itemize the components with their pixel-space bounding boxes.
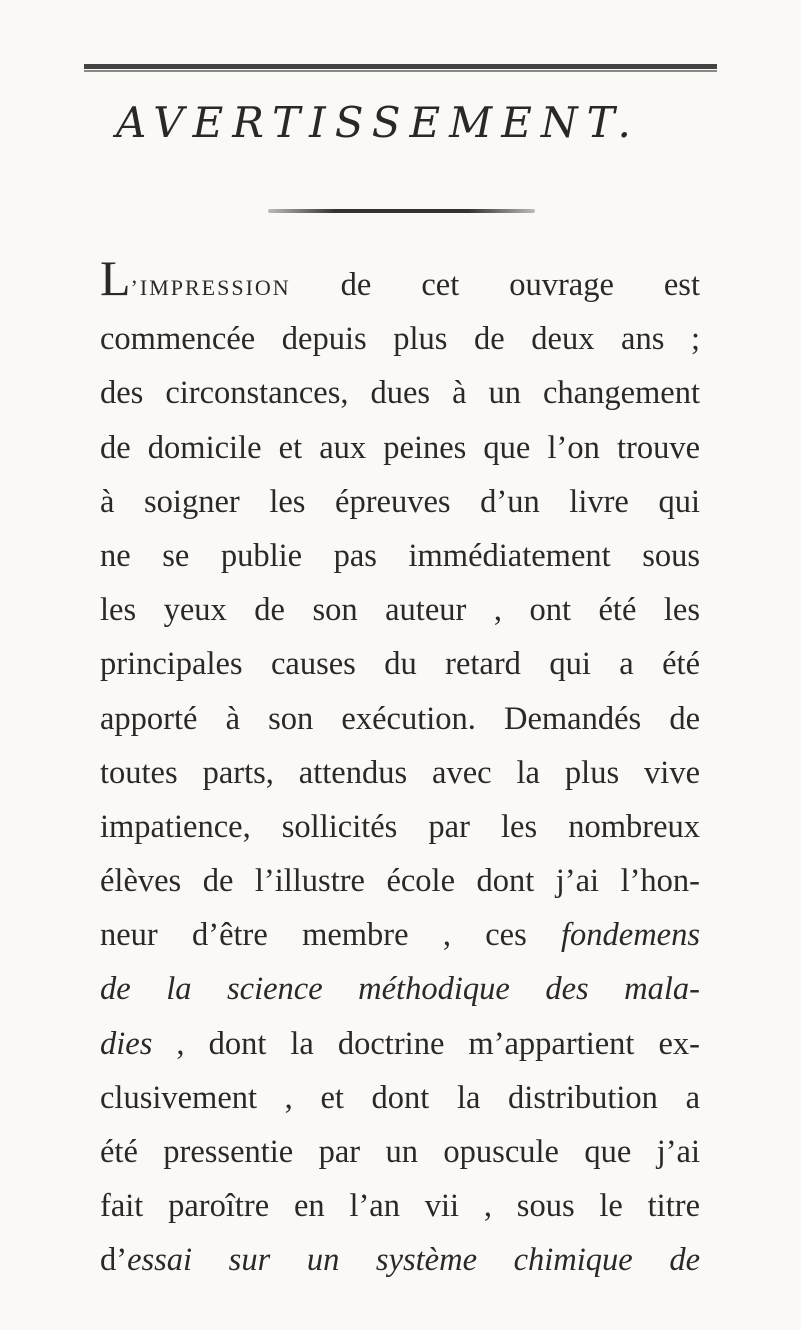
text-line xyxy=(100,800,700,854)
text-line xyxy=(100,908,700,962)
text-line xyxy=(100,746,700,800)
text-segment: de cet ouvrage est xyxy=(290,267,700,303)
text-line xyxy=(100,1179,700,1233)
body-paragraph xyxy=(100,250,700,1288)
text-segment: L xyxy=(100,250,131,306)
text-segment: principales causes du retard qui a été xyxy=(100,646,700,683)
text-line xyxy=(100,1071,700,1125)
text-line xyxy=(100,854,700,908)
text-segment: toutes parts, attendus avec la plus vive xyxy=(100,754,700,791)
text-line xyxy=(100,529,700,583)
text-segment: neur d’être membre , ces xyxy=(100,917,561,954)
text-segment: apporté à son exécution. Demandés de xyxy=(100,700,700,737)
text-line xyxy=(100,475,700,529)
title-divider-rule xyxy=(268,209,535,213)
text-segment: de domicile et aux peines que l’on trouve xyxy=(100,429,700,466)
text-segment: fait paroître en l’an vii , sous le titre xyxy=(100,1188,700,1225)
text-segment: d’ xyxy=(100,1242,128,1279)
text-segment: essai sur un système chimique de xyxy=(127,1242,700,1279)
text-segment: élèves de l’illustre école dont j’ai l’hon- xyxy=(100,863,700,900)
text-line xyxy=(100,1017,700,1071)
text-segment: à soigner les épreuves d’un livre qui xyxy=(100,483,700,520)
text-segment: impatience, sollicités par les nombreux xyxy=(100,808,700,845)
page-title: AVERTISSEMENT. xyxy=(116,98,640,147)
text-line xyxy=(100,250,700,312)
text-segment: dies xyxy=(100,1025,153,1062)
text-segment: de la science méthodique des mala- xyxy=(100,971,700,1008)
text-line xyxy=(100,312,700,366)
text-segment: clusivement , et dont la distribution a xyxy=(100,1079,700,1116)
text-segment: été pressentie par un opuscule que j’ai xyxy=(100,1134,700,1170)
text-line xyxy=(100,1233,700,1287)
text-segment: ’IMPRESSION xyxy=(130,275,291,300)
text-line xyxy=(100,692,700,746)
text-line xyxy=(100,1125,700,1179)
top-ornamental-rule xyxy=(84,64,717,72)
text-line xyxy=(100,583,700,637)
text-segment: ne se publie pas immédiatement sous xyxy=(100,537,700,574)
text-line xyxy=(100,637,700,691)
text-line xyxy=(100,421,700,475)
text-line xyxy=(100,962,700,1016)
text-segment: les yeux de son auteur , ont été les xyxy=(100,592,700,629)
text-segment: commencée depuis plus de deux ans ; xyxy=(100,321,700,358)
text-segment: des circonstances, dues à un changement xyxy=(100,375,700,412)
text-segment: , dont la doctrine m’appartient ex- xyxy=(152,1025,700,1062)
text-line xyxy=(100,366,700,420)
text-segment: fondemens xyxy=(561,917,700,954)
